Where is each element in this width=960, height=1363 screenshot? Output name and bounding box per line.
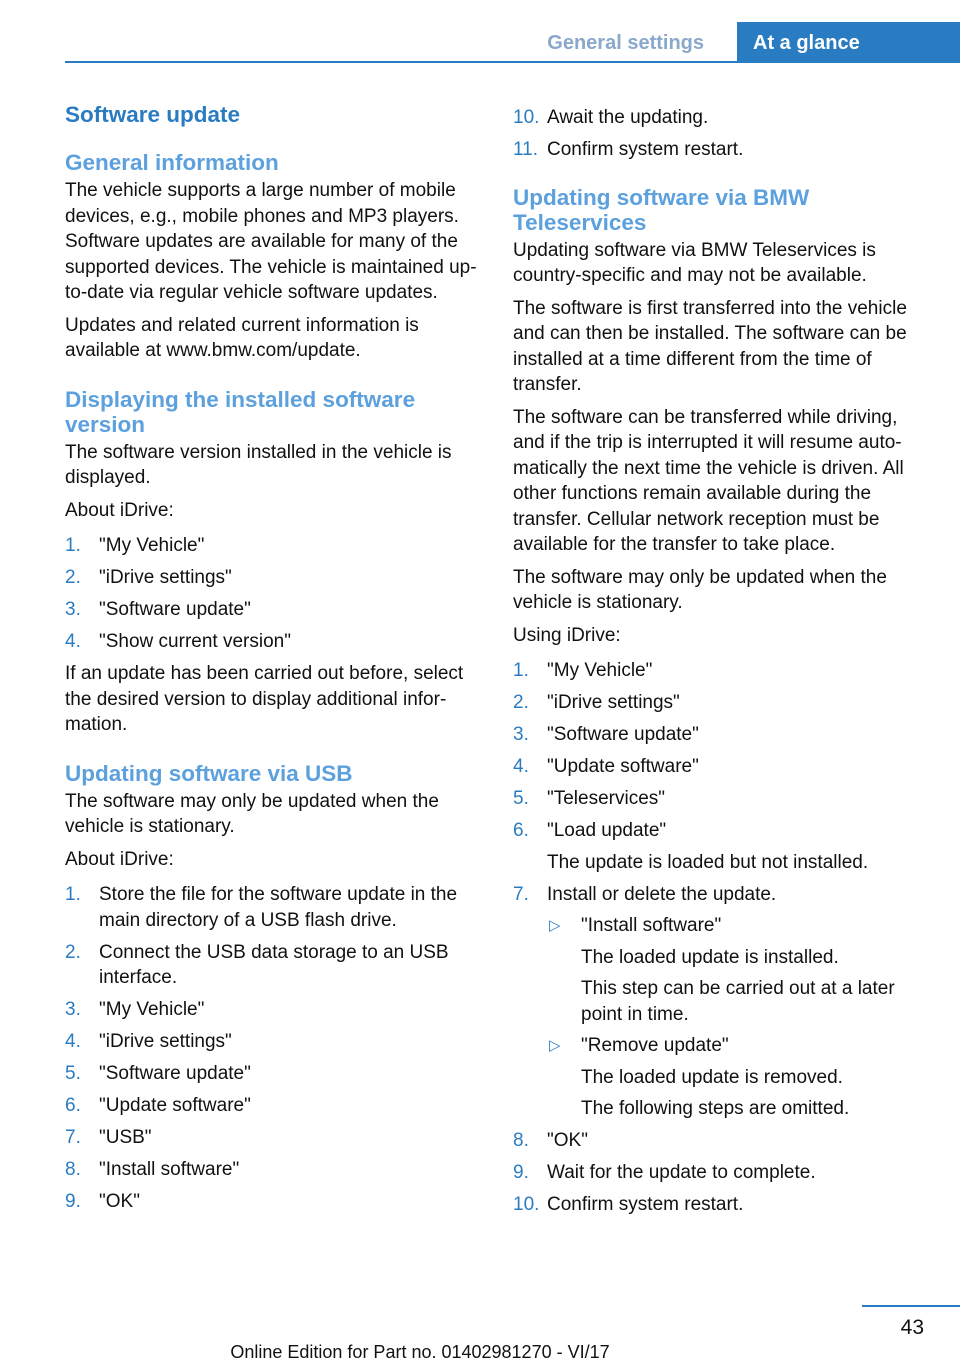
step-number: 5.	[65, 1063, 81, 1084]
page-title: Software update	[65, 102, 241, 127]
triangle-bullet-icon: ▷	[549, 1037, 561, 1054]
step-text: "OK"	[99, 1191, 140, 1212]
footer-rule	[862, 1305, 960, 1307]
step-number: 1.	[513, 660, 529, 681]
step-number: 6.	[513, 820, 529, 841]
list-item	[65, 533, 483, 559]
option-note: The following steps are omitted.	[581, 1098, 850, 1119]
sub-option-remove	[547, 1033, 933, 1122]
footer-edition	[0, 1342, 960, 1363]
step-text: "Software update"	[547, 724, 699, 745]
steps-update-usb	[65, 882, 483, 1215]
paragraph: About iDrive:	[65, 499, 174, 521]
step-text: "Teleservices"	[547, 788, 666, 809]
left-column	[65, 100, 483, 1221]
heading-update-usb: Updating software via USB	[65, 760, 353, 786]
list-item	[513, 137, 933, 163]
step-text: "Software update"	[99, 1063, 251, 1084]
heading-general-information: General information	[65, 150, 279, 175]
step-text: Connect the USB data storage to an USB interface.	[99, 941, 449, 988]
option-note: This step can be carried out at a later point in time.	[581, 978, 895, 1025]
list-item	[65, 1189, 483, 1215]
footer-edition-text: Online Edition for Part no. 01402981270 - VI/17	[230, 1342, 610, 1362]
steps-update-usb-continued	[513, 105, 933, 163]
step-number: 9.	[65, 1191, 81, 1212]
step-number: 9.	[513, 1162, 529, 1183]
option-label: "Remove update"	[581, 1035, 729, 1056]
step-number: 2.	[513, 692, 529, 713]
step-number: 4.	[65, 1031, 81, 1052]
list-item	[513, 1128, 933, 1154]
list-item	[513, 818, 933, 875]
step-text: "My Vehicle"	[547, 660, 653, 681]
step-number: 8.	[513, 1130, 529, 1151]
step-number: 1.	[65, 535, 81, 556]
step-text: "Install software"	[99, 1159, 240, 1180]
step-text: Confirm system restart.	[547, 139, 744, 160]
paragraph: Updates and related current information is available at www.bmw.com/update.	[65, 314, 419, 361]
paragraph: If an update has been carried out before, select the desired version to display additional information.	[65, 663, 464, 735]
step-text: Install or delete the update.	[547, 883, 777, 905]
step-text: Store the file for the software update in the main directory of a USB flash drive.	[99, 884, 458, 931]
paragraph: Updating software via BMW Teleservices is country-specific and may not be available.	[513, 239, 876, 286]
step-number: 1.	[65, 884, 81, 905]
list-item	[65, 1125, 483, 1151]
page-header	[0, 0, 960, 64]
step-text: "Load update"	[547, 820, 667, 841]
paragraph: The software is first transferred into the vehicle and can then be installed. The software can be installed at a time different from the time of transfer.	[513, 297, 907, 395]
header-rule	[65, 61, 960, 63]
list-item	[65, 997, 483, 1023]
step-number: 3.	[65, 599, 81, 620]
list-item	[513, 658, 933, 684]
step-number: 11.	[513, 139, 539, 160]
list-item	[513, 1192, 933, 1218]
header-tab: At a glance	[737, 22, 960, 62]
step-text: "iDrive settings"	[99, 1031, 232, 1052]
heading-update-teleservices: Updating software via BMW Teleservices	[513, 184, 810, 235]
step-note: The update is loaded but not installed.	[547, 851, 869, 873]
step-text: "Show current version"	[99, 631, 291, 652]
list-item	[65, 1029, 483, 1055]
triangle-bullet-icon: ▷	[549, 917, 561, 934]
step-text: "My Vehicle"	[99, 999, 205, 1020]
list-item	[513, 754, 933, 780]
list-item	[513, 1160, 933, 1186]
step-number: 7.	[513, 883, 529, 905]
step-number: 4.	[513, 756, 529, 777]
step-number: 10.	[513, 107, 540, 128]
steps-update-teleservices	[513, 658, 933, 1218]
paragraph: Using iDrive:	[513, 624, 621, 646]
step-text: "OK"	[547, 1130, 588, 1151]
step-number: 10.	[513, 1194, 540, 1215]
paragraph: The software version installed in the vehicle is displayed.	[65, 441, 452, 488]
paragraph: About iDrive:	[65, 848, 174, 870]
right-column	[513, 100, 933, 1224]
step-text: "iDrive settings"	[99, 567, 232, 588]
step-text: Wait for the update to complete.	[547, 1162, 816, 1183]
paragraph: The software can be transferred while driving, and if the trip is interrupted it will resume automatically the next time the vehicle is driven. All other functions remain available during the transfer. Cellular network reception must be available for the transfer to take place.	[513, 406, 904, 555]
paragraph: The software may only be updated when the vehicle is stationary.	[513, 566, 887, 613]
list-item	[65, 882, 483, 933]
step-number: 8.	[65, 1159, 81, 1180]
step-text: "Update software"	[99, 1095, 251, 1116]
step-number: 4.	[65, 631, 81, 652]
sub-option-install	[547, 913, 933, 1027]
list-item	[65, 629, 483, 655]
option-label: "Install software"	[581, 915, 722, 936]
list-item	[65, 597, 483, 623]
header-section-title: General settings	[547, 32, 704, 54]
option-note: The loaded update is removed.	[581, 1066, 843, 1088]
list-item	[65, 1157, 483, 1183]
heading-display-version: Displaying the installed software version	[65, 386, 416, 437]
paragraph: The vehicle supports a large number of mobile devices, e.g., mobile phones and MP3 players. Software updates are available for many of the supported devices. The vehicle is maintained up-to-date via regular vehicle software updates.	[65, 180, 477, 303]
list-item	[513, 722, 933, 748]
list-item	[513, 786, 933, 812]
step-number: 3.	[65, 999, 81, 1020]
step-text: "Software update"	[99, 599, 251, 620]
list-item	[513, 690, 933, 716]
sub-options	[547, 913, 933, 1122]
step-number: 2.	[65, 567, 81, 588]
step-number: 3.	[513, 724, 529, 745]
list-item	[513, 882, 933, 1122]
list-item	[65, 940, 483, 991]
step-text: "Update software"	[547, 756, 699, 777]
paragraph: The software may only be updated when the vehicle is stationary.	[65, 790, 439, 837]
page-number: 43	[900, 1316, 924, 1339]
step-text: "My Vehicle"	[99, 535, 205, 556]
steps-display-version	[65, 533, 483, 655]
step-text: Await the updating.	[547, 107, 709, 128]
step-number: 7.	[65, 1127, 81, 1148]
step-number: 6.	[65, 1095, 81, 1116]
list-item	[513, 105, 933, 131]
step-text: "USB"	[99, 1127, 152, 1148]
list-item	[65, 565, 483, 591]
list-item	[65, 1061, 483, 1087]
step-text: "iDrive settings"	[547, 692, 680, 713]
step-number: 5.	[513, 788, 529, 809]
step-number: 2.	[65, 941, 81, 963]
step-text: Confirm system restart.	[547, 1194, 744, 1215]
option-note: The loaded update is installed.	[581, 946, 839, 968]
list-item	[65, 1093, 483, 1119]
